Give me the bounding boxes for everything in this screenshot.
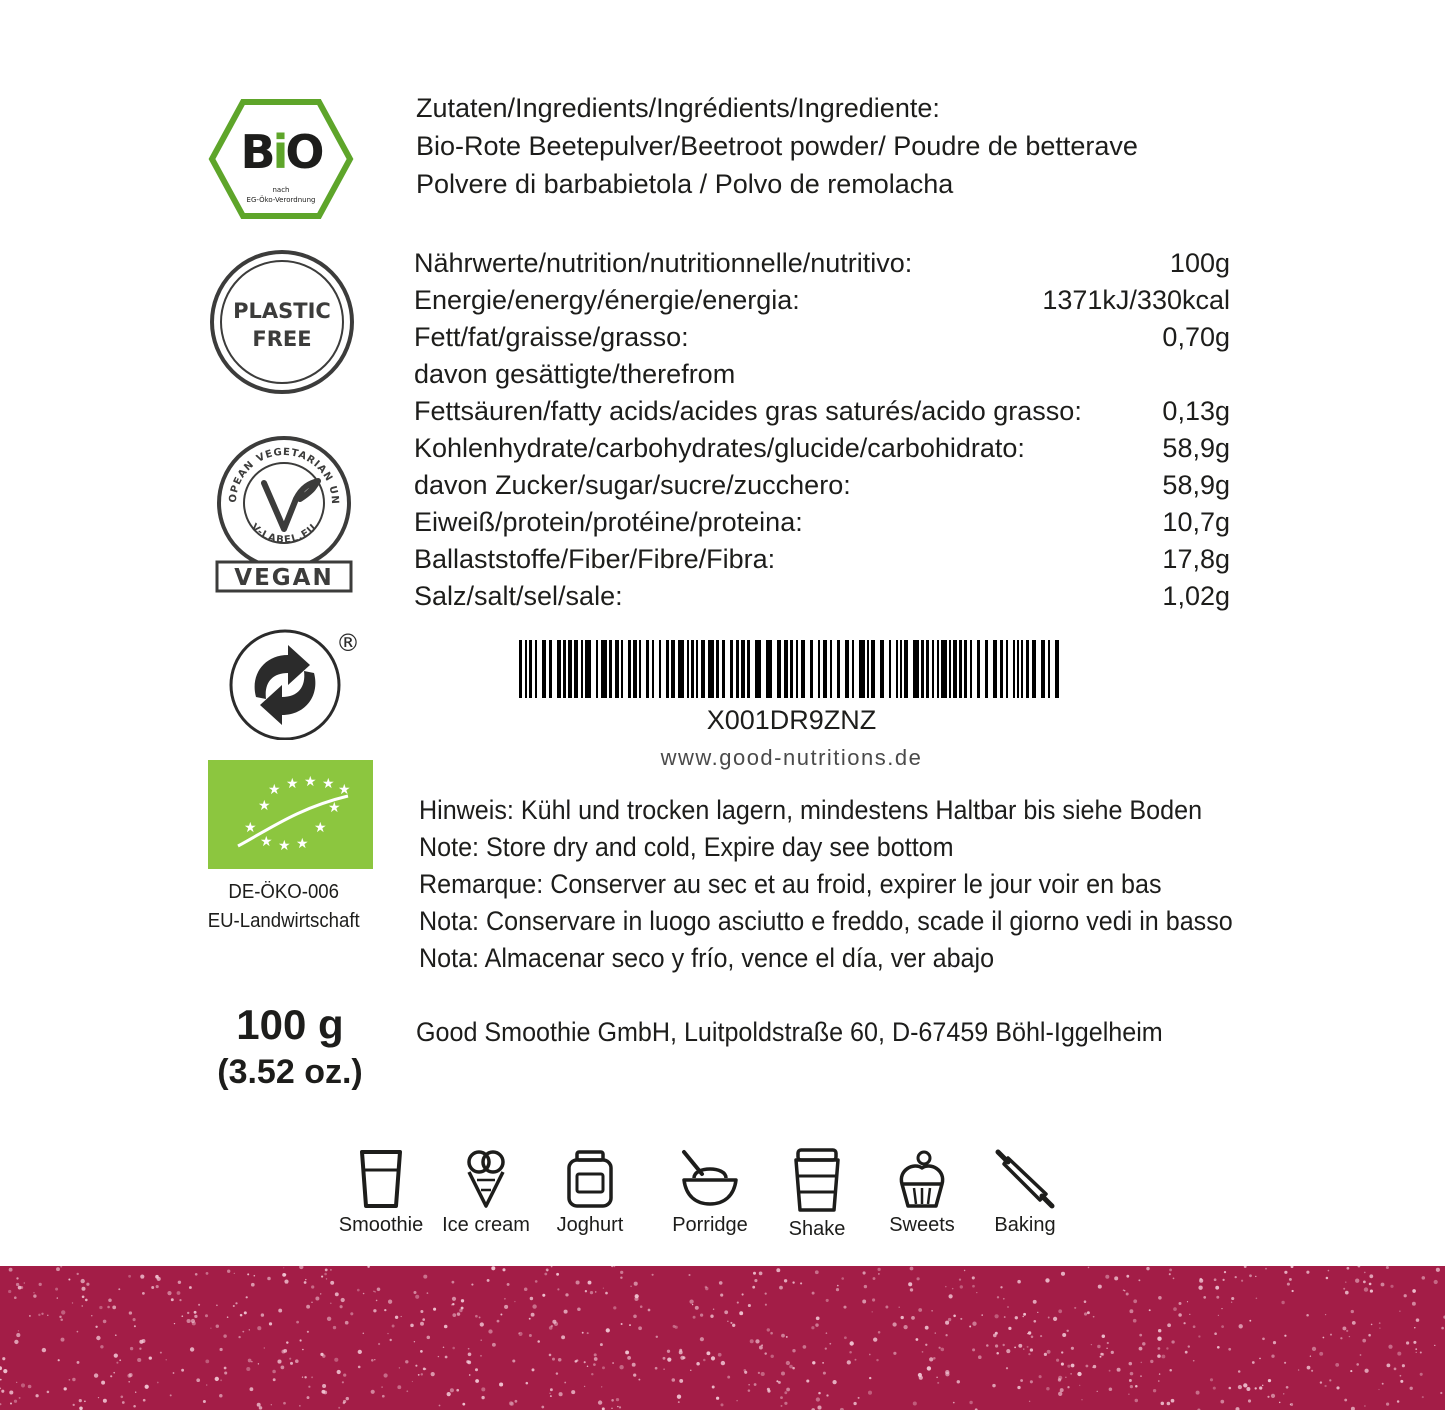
barcode-bar — [716, 640, 719, 698]
ingredients-line-2: Polvere di barbabietola / Polvo de remolacha — [416, 169, 954, 199]
barcode-bar — [701, 640, 705, 698]
svg-text:★: ★ — [286, 776, 299, 792]
svg-text:★: ★ — [328, 800, 341, 816]
barcode-bar — [913, 640, 919, 698]
nutrition-row — [414, 282, 1230, 319]
nutrition-value: 17,8g — [1162, 544, 1230, 574]
svg-text:★: ★ — [244, 820, 257, 836]
barcode-bar — [1055, 640, 1059, 698]
ingredients-line-1: Bio-Rote Beetepulver/Beetroot powder/ Poudre de betterave — [416, 131, 1138, 161]
shake-cup-icon — [790, 1148, 844, 1214]
barcode-bar — [904, 640, 908, 698]
nutrition-label: Ballaststoffe/Fiber/Fibre/Fibra: — [414, 544, 776, 574]
use-sweets — [867, 1148, 977, 1235]
nutrition-label: Salz/salt/sel/sale: — [414, 581, 623, 611]
barcode-bar — [1013, 640, 1015, 698]
barcode-bar — [896, 640, 898, 698]
barcode-bar — [741, 640, 745, 698]
barcode-bar — [529, 640, 532, 698]
barcode-bar — [977, 640, 980, 698]
eu-organic-logo — [208, 760, 373, 869]
barcode-bar — [845, 640, 849, 698]
barcode-bar — [852, 640, 854, 698]
barcode-bar — [1041, 640, 1045, 698]
barcode-bar — [696, 640, 698, 698]
nutrition-row — [414, 319, 1230, 356]
barcode-bar — [823, 640, 827, 698]
barcode-bar — [830, 640, 832, 698]
barcode — [519, 640, 1064, 698]
use-label: Sweets — [889, 1214, 955, 1236]
nutrition-value: 1,02g — [1162, 581, 1230, 611]
barcode-bar — [1048, 640, 1050, 698]
barcode-bar — [921, 640, 924, 698]
use-label: Shake — [788, 1218, 846, 1240]
svg-text:★: ★ — [258, 798, 271, 814]
barcode-number: X001DR9ZNZ — [706, 705, 877, 735]
barcode-bar — [964, 640, 967, 698]
barcode-bar — [542, 640, 546, 698]
barcode-bar — [953, 640, 957, 698]
svg-text:★: ★ — [296, 836, 309, 852]
barcode-bar — [708, 640, 714, 698]
website-url: www.good-nutritions.de — [660, 745, 923, 770]
barcode-bar — [949, 640, 951, 698]
use-label: Joghurt — [556, 1214, 624, 1236]
vegan-text: VEGAN — [234, 565, 334, 591]
svg-text:★: ★ — [268, 782, 281, 798]
registered-mark: ® — [336, 629, 360, 657]
use-baking — [970, 1148, 1080, 1235]
barcode-bar — [568, 640, 572, 698]
barcode-bar — [801, 640, 805, 698]
green-dot-mark — [228, 625, 368, 740]
barcode-bar — [859, 640, 865, 698]
barcode-bar — [633, 640, 637, 698]
company-address: Good Smoothie GmbH, Luitpoldstraße 60, D-67459 Böhl-Iggelheim — [416, 1017, 1163, 1047]
nutrition-label: Fett/fat/graisse/grasso: — [414, 322, 689, 352]
use-joghurt — [535, 1148, 645, 1235]
barcode-bar — [549, 640, 552, 698]
nutrition-row — [414, 393, 1230, 430]
barcode-bar — [941, 640, 947, 698]
use-label: Smoothie — [338, 1214, 424, 1236]
barcode-bar — [609, 640, 612, 698]
barcode-bar — [574, 640, 578, 698]
nutrition-row — [414, 504, 1230, 541]
use-smoothie — [326, 1148, 436, 1235]
use-label: Ice cream — [442, 1214, 530, 1236]
nutrition-row — [414, 578, 1230, 615]
rolling-pin-icon — [994, 1148, 1056, 1210]
vegan-ring-bottom: V-LABEL.EU — [248, 521, 320, 546]
nutrition-value: 58,9g — [1162, 433, 1230, 463]
plastic-free-circle-icon — [208, 248, 356, 396]
ingredients-heading: Zutaten/Ingredients/Ingrédients/Ingrediente: — [416, 93, 940, 123]
note-line: Remarque: Conserver au sec et au froid, expirer le jour voir en bas — [419, 869, 1162, 899]
use-ice-cream — [431, 1148, 541, 1235]
barcode-bar — [796, 640, 798, 698]
use-label: Porridge — [672, 1214, 748, 1236]
barcode-bar — [777, 640, 781, 698]
vegan-ring-text: OPEAN VEGETARIAN UN — [227, 446, 341, 506]
svg-text:★: ★ — [314, 820, 327, 836]
barcode-bar — [615, 640, 619, 698]
cupcake-icon — [894, 1148, 950, 1210]
eu-agriculture-origin: EU-Landwirtschaft — [207, 910, 360, 932]
plastic-free-line1: PLASTIC — [233, 299, 331, 323]
barcode-bar — [1026, 640, 1029, 698]
barcode-bar — [736, 640, 739, 698]
note-line: Nota: Almacenar seco y frío, vence el día, ver abajo — [419, 943, 995, 973]
barcode-bar — [601, 640, 607, 698]
nutrition-row — [414, 467, 1230, 504]
barcode-bar — [1032, 640, 1036, 698]
nutrition-header-value: 100g — [1169, 248, 1230, 278]
barcode-bar — [1006, 640, 1008, 698]
barcode-bar — [581, 640, 583, 698]
barcode-bar — [621, 640, 623, 698]
barcode-bar — [652, 640, 654, 698]
barcode-bar — [1000, 640, 1003, 698]
use-label: Baking — [994, 1214, 1056, 1236]
barcode-bar — [932, 640, 934, 698]
barcode-bar — [993, 640, 997, 698]
barcode-bar — [926, 640, 929, 698]
eu-control-code: DE-ÖKO-006 — [228, 881, 340, 903]
nutrition-row — [414, 356, 1230, 393]
barcode-bar — [889, 640, 891, 698]
ice-cream-cone-icon — [461, 1148, 511, 1210]
glass-icon — [356, 1148, 406, 1210]
svg-text:★: ★ — [304, 774, 317, 790]
barcode-bar — [880, 640, 884, 698]
barcode-bar — [628, 640, 631, 698]
nutrition-value: 0,70g — [1162, 322, 1230, 352]
bowl-spoon-icon — [680, 1148, 740, 1210]
barcode-bar — [766, 640, 772, 698]
barcode-bar — [639, 640, 641, 698]
barcode-bar — [646, 640, 649, 698]
svg-text:★: ★ — [278, 838, 291, 854]
barcode-bar — [900, 640, 902, 698]
net-weight-grams: 100 g — [236, 1001, 344, 1048]
nutrition-label: Kohlenhydrate/carbohydrates/glucide/carbohidrato: — [414, 433, 1025, 463]
use-shake — [762, 1148, 872, 1239]
barcode-bar — [596, 640, 598, 698]
barcode-bar — [671, 640, 675, 698]
nutrition-value: 1371kJ/330kcal — [1042, 285, 1230, 315]
green-dot-recycling-icon — [228, 625, 368, 740]
barcode-bar — [837, 640, 840, 698]
barcode-bar — [784, 640, 788, 698]
note-line: Hinweis: Kühl und trocken lagern, mindestens Haltbar bis siehe Boden — [419, 795, 1203, 825]
use-porridge — [655, 1148, 765, 1235]
barcode-bar — [747, 640, 750, 698]
barcode-bar — [730, 640, 733, 698]
v-label-icon — [214, 425, 354, 595]
nutrition-label: davon Zucker/sugar/sucre/zucchero: — [414, 470, 851, 500]
bio-hexagon-icon — [208, 98, 354, 220]
barcode-bar — [519, 640, 522, 698]
barcode-bar — [937, 640, 939, 698]
nutrition-value: 10,7g — [1162, 507, 1230, 537]
svg-text:BiO: BiO — [240, 125, 322, 179]
barcode-bar — [525, 640, 527, 698]
barcode-bar — [535, 640, 537, 698]
nutrition-label: davon gesättigte/therefrom — [414, 359, 736, 389]
note-line: Note: Store dry and cold, Expire day see bottom — [419, 832, 954, 862]
nutrition-label: Eiweiß/protein/protéine/proteina: — [414, 507, 803, 537]
nutrition-header-row — [414, 245, 1230, 282]
barcode-bar — [867, 640, 869, 698]
svg-text:★: ★ — [260, 834, 273, 850]
net-weight-ounces: (3.52 oz.) — [217, 1053, 363, 1091]
plastic-free-line2: FREE — [252, 327, 312, 351]
barcode-bar — [871, 640, 875, 698]
speckled-color-banner — [0, 1266, 1445, 1410]
barcode-bar — [563, 640, 566, 698]
svg-text:★: ★ — [338, 782, 351, 798]
nutrition-label: Fettsäuren/fatty acids/acides gras saturés/acido grasso: — [414, 396, 1082, 426]
vegan-label — [214, 425, 354, 595]
nutrition-label: Energie/energy/énergie/energia: — [414, 285, 800, 315]
barcode-bar — [985, 640, 988, 698]
barcode-bar — [666, 640, 669, 698]
barcode-bar — [659, 640, 661, 698]
nutrition-row — [414, 541, 1230, 578]
bio-sub2: EG-Öko-Verordnung — [246, 196, 316, 204]
nutrition-value: 58,9g — [1162, 470, 1230, 500]
net-weight — [200, 1000, 380, 1094]
barcode-bar — [818, 640, 820, 698]
barcode-bar — [585, 640, 591, 698]
barcode-bar — [557, 640, 561, 698]
svg-text:★: ★ — [322, 776, 335, 792]
barcode-bar — [1017, 640, 1019, 698]
eu-organic-code-block — [200, 878, 367, 936]
nutrition-row — [414, 430, 1230, 467]
bio-seal — [208, 98, 354, 220]
plastic-free-badge — [208, 248, 356, 396]
barcode-bar — [678, 640, 684, 698]
nutrition-header-label: Nährwerte/nutrition/nutritionnelle/nutritivo: — [414, 248, 913, 278]
barcode-bar — [722, 640, 725, 698]
barcode-bar — [755, 640, 761, 698]
jar-icon — [565, 1148, 615, 1210]
note-line: Nota: Conservare in luogo asciutto e freddo, scade il giorno vedi in basso — [419, 906, 1233, 936]
barcode-bar — [810, 640, 813, 698]
barcode-bar — [970, 640, 972, 698]
barcode-bar — [687, 640, 689, 698]
eu-organic-leaf-icon — [208, 760, 373, 869]
barcode-bar — [959, 640, 962, 698]
barcode-bar — [790, 640, 793, 698]
barcode-bar — [1021, 640, 1023, 698]
nutrition-value: 0,13g — [1162, 396, 1230, 426]
barcode-bar — [691, 640, 694, 698]
bio-sub1: nach — [272, 186, 290, 194]
